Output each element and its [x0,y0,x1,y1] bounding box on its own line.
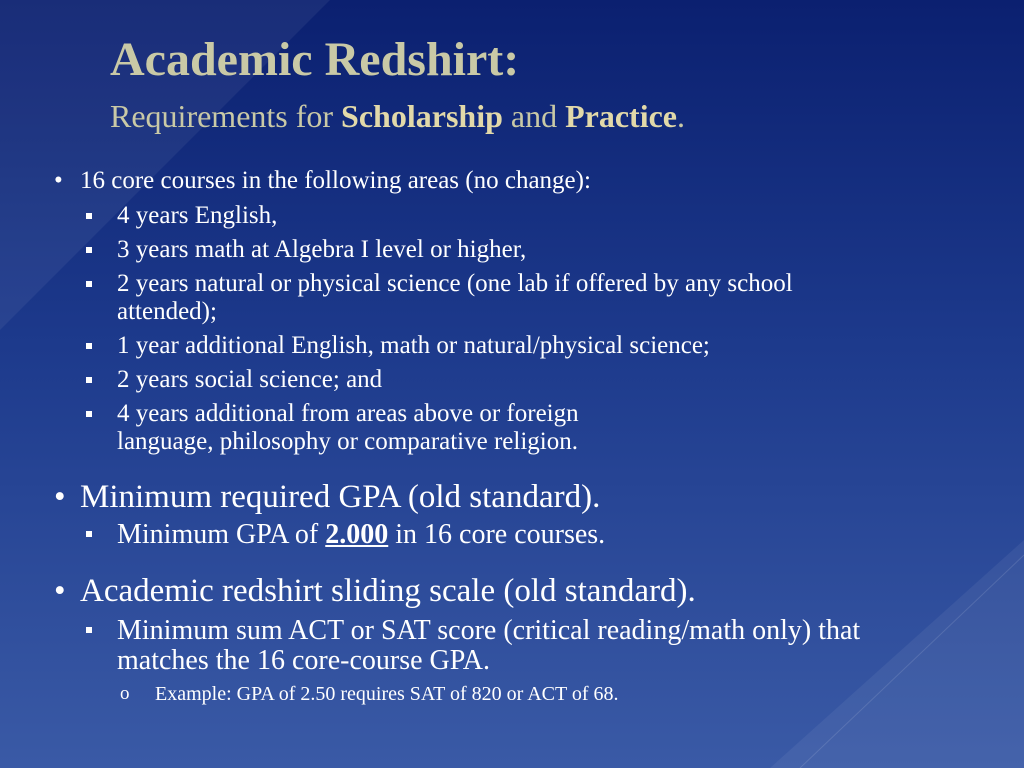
example-text: Example: GPA of 2.50 requires SAT of 820 or ACT of 68. [155,683,619,705]
list-item [54,366,984,394]
bullet-glyph: • [54,167,63,194]
gpa-suffix: in 16 core courses. [388,519,606,550]
list-item-text: 1 year additional English, math or natural/physical science; [117,332,710,359]
bullet-glyph: • [54,479,66,515]
subtitle-prefix: Requirements for [110,98,342,134]
square-bullet-icon [86,213,92,219]
subtitle-middle: and [502,98,566,134]
square-bullet-icon [86,627,92,633]
list-item [54,520,984,550]
slide-body [54,166,984,706]
gpa-value: 2.000 [325,519,389,550]
list-item [54,616,984,676]
title-block [110,33,685,134]
list-item-text: matches the 16 core-course GPA. [117,645,490,676]
list-item-text: 4 years English, [117,202,278,229]
gpa-prefix: Minimum GPA of [117,519,326,550]
circle-bullet-icon: o [120,683,130,704]
bullet-core-courses-text: 16 core courses in the following areas (no change): [80,167,591,194]
sub-list-item [54,682,984,706]
slide-subtitle [110,100,685,132]
list-item-text: 2 years social science; and [117,366,383,393]
list-item-text: language, philosophy or comparative religion. [117,428,578,455]
list-item [54,270,984,326]
bullet-min-gpa [54,478,984,516]
list-item [54,202,984,230]
core-courses-list [54,202,984,456]
list-item-text: 4 years additional from areas above or foreign [117,400,579,427]
list-item-text: 2 years natural or physical science (one lab if offered by any school [117,270,793,297]
bullet-min-gpa-text: Minimum required GPA (old standard). [80,479,601,515]
slide-title: Academic Redshirt: [110,33,520,86]
list-item-text: Minimum sum ACT or SAT score (critical reading/math only) that [117,615,861,646]
list-item [54,236,984,264]
square-bullet-icon [86,247,92,253]
square-bullet-icon [86,531,92,537]
square-bullet-icon [86,411,92,417]
subtitle-practice: Practice [565,98,677,134]
square-bullet-icon [86,377,92,383]
square-bullet-icon [86,343,92,349]
bullet-sliding-scale-text: Academic redshirt sliding scale (old standard). [80,573,696,609]
list-item [54,400,984,456]
bullet-sliding-scale [54,572,984,610]
list-item-text: attended); [117,298,217,325]
bullet-glyph: • [54,573,66,609]
subtitle-scholarship: Scholarship [341,98,503,134]
bullet-core-courses [54,166,984,196]
square-bullet-icon [86,281,92,287]
list-item [54,332,984,360]
subtitle-suffix: . [676,98,685,134]
list-item-text: 3 years math at Algebra I level or higher, [117,236,527,263]
